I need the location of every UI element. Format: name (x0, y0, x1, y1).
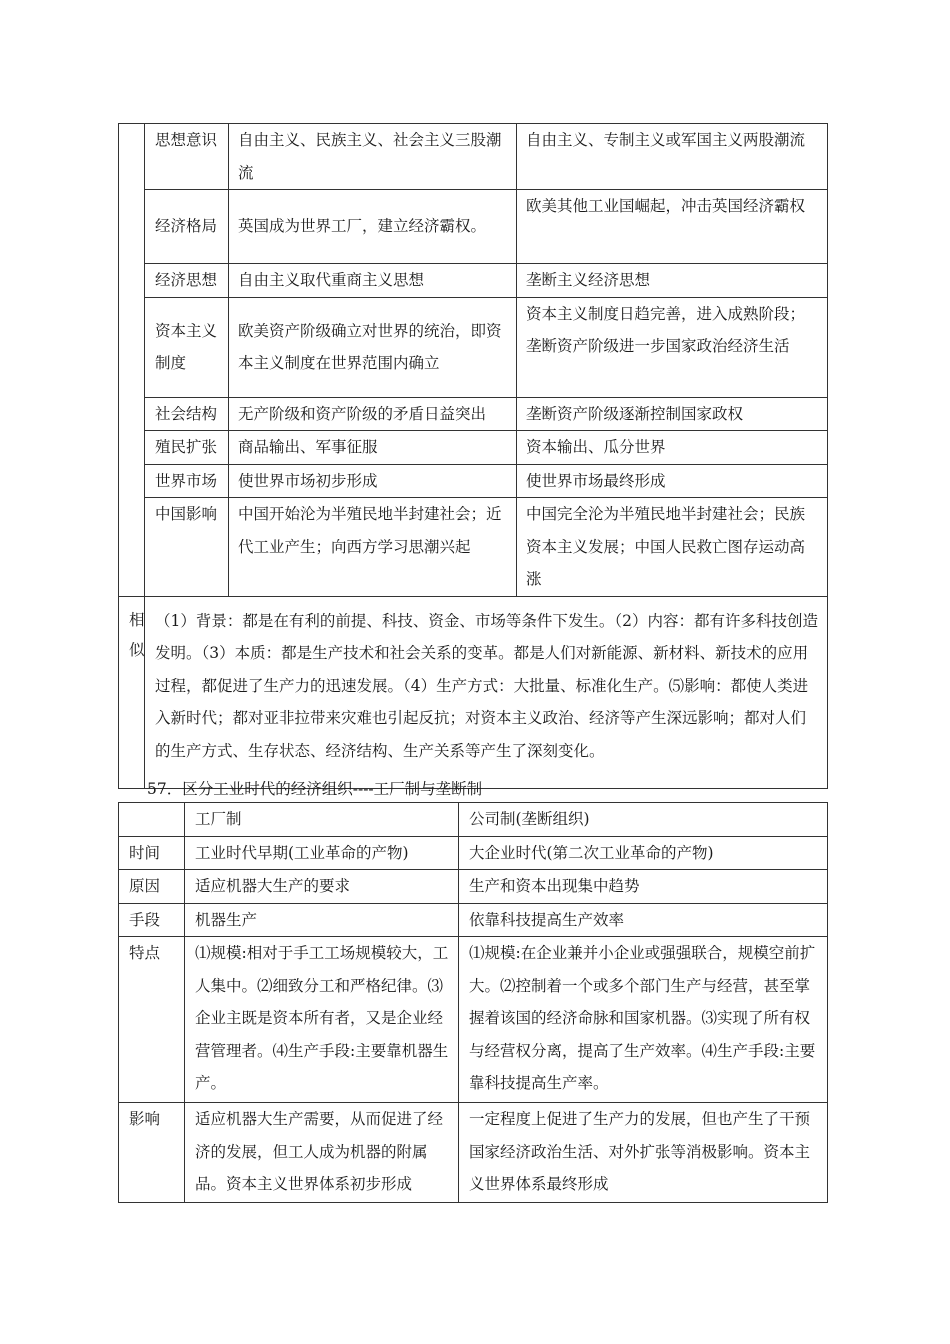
table-row (119, 903, 828, 937)
row-label: 特点 (119, 937, 185, 1103)
blank-category-cell (119, 124, 145, 597)
row-label: 影响 (119, 1103, 185, 1203)
factory-cell: 工业时代早期(工业革命的产物) (185, 836, 459, 870)
table-row (119, 431, 828, 465)
first-revolution-cell: 欧美资产阶级确立对世界的统治，即资本主义制度在世界范围内确立 (229, 297, 517, 397)
table-header-row (119, 803, 828, 837)
second-revolution-cell: 自由主义、专制主义或军国主义两股潮流 (517, 124, 828, 190)
factory-cell: 适应机器大生产的要求 (185, 870, 459, 904)
similarity-label: 相似 (119, 596, 145, 788)
table-row (119, 190, 828, 264)
second-revolution-cell: 欧美其他工业国崛起，冲击英国经济霸权 (517, 190, 828, 264)
company-cell: ⑴规模:在企业兼并小企业或强强联合，规模空前扩大。⑵控制着一个或多个部门生产与经营，甚至掌握着该国的经济命脉和国家机器。⑶实现了所有权与经营权分离，提高了生产效率。⑷生产手段:主要靠科技提高生产率。 (459, 937, 828, 1103)
first-revolution-cell: 自由主义、民族主义、社会主义三股潮流 (229, 124, 517, 190)
second-revolution-cell: 资本输出、瓜分世界 (517, 431, 828, 465)
second-revolution-cell: 垄断主义经济思想 (517, 264, 828, 298)
table-row (119, 464, 828, 498)
factory-vs-company-table (118, 802, 828, 1203)
table-row (119, 870, 828, 904)
first-revolution-cell: 使世界市场初步形成 (229, 464, 517, 498)
table-row (119, 124, 828, 190)
table-row (119, 498, 828, 597)
table-row (119, 264, 828, 298)
first-revolution-cell: 中国开始沦为半殖民地半封建社会；近代工业产生；向西方学习思潮兴起 (229, 498, 517, 597)
row-label: 经济格局 (145, 190, 229, 264)
similarity-row (119, 596, 828, 788)
row-label: 时间 (119, 836, 185, 870)
first-revolution-cell: 商品输出、军事征服 (229, 431, 517, 465)
header-factory: 工厂制 (185, 803, 459, 837)
table-row (119, 397, 828, 431)
table-row (119, 1103, 828, 1203)
table-row (119, 937, 828, 1103)
factory-cell: ⑴规模:相对于手工工场规模较大，工人集中。⑵细致分工和严格纪律。⑶企业主既是资本所有者，又是企业经营管理者。⑷生产手段:主要靠机器生产。 (185, 937, 459, 1103)
header-blank-cell (119, 803, 185, 837)
row-label: 世界市场 (145, 464, 229, 498)
row-label: 经济思想 (145, 264, 229, 298)
second-revolution-cell: 中国完全沦为半殖民地半封建社会；民族资本主义发展；中国人民救亡图存运动高涨 (517, 498, 828, 597)
row-label: 手段 (119, 903, 185, 937)
row-label: 思想意识 (145, 124, 229, 190)
section-caption: 57．区分工业时代的经济组织----工厂制与垄断制 (147, 780, 483, 798)
company-cell: 一定程度上促进了生产力的发展，但也产生了干预国家经济政治生活、对外扩张等消极影响。资本主义世界体系最终形成 (459, 1103, 828, 1203)
row-label: 殖民扩张 (145, 431, 229, 465)
company-cell: 依靠科技提高生产效率 (459, 903, 828, 937)
first-revolution-cell: 无产阶级和资产阶级的矛盾日益突出 (229, 397, 517, 431)
second-revolution-cell: 资本主义制度日趋完善，进入成熟阶段；垄断资产阶级进一步国家政治经济生活 (517, 297, 828, 397)
row-label: 资本主义制度 (145, 297, 229, 397)
revolution-comparison-table (118, 123, 828, 789)
first-revolution-cell: 自由主义取代重商主义思想 (229, 264, 517, 298)
row-label: 社会结构 (145, 397, 229, 431)
table-row (119, 836, 828, 870)
first-revolution-cell: 英国成为世界工厂，建立经济霸权。 (229, 190, 517, 264)
table-row (119, 297, 828, 397)
header-company: 公司制(垄断组织) (459, 803, 828, 837)
second-revolution-cell: 垄断资产阶级逐渐控制国家政权 (517, 397, 828, 431)
similarity-text: （1）背景：都是在有利的前提、科技、资金、市场等条件下发生。（2）内容：都有许多科技创造发明。（3）本质：都是生产技术和社会关系的变革。都是人们对新能源、新材料、新技术的应用过程，都促进了生产力的迅速发展。（4）生产方式：大批量、标准化生产。⑸影响：都使人类进入新时代；都对亚非拉带来灾难也引起反抗；对资本主义政治、经济等产生深远影响；都对人们的生产方式、生存状态、经济结构、生产关系等产生了深刻变化。 (145, 596, 828, 788)
factory-cell: 适应机器大生产需要，从而促进了经济的发展，但工人成为机器的附属品。资本主义世界体系初步形成 (185, 1103, 459, 1203)
row-label: 中国影响 (145, 498, 229, 597)
factory-cell: 机器生产 (185, 903, 459, 937)
row-label: 原因 (119, 870, 185, 904)
company-cell: 生产和资本出现集中趋势 (459, 870, 828, 904)
second-revolution-cell: 使世界市场最终形成 (517, 464, 828, 498)
company-cell: 大企业时代(第二次工业革命的产物) (459, 836, 828, 870)
